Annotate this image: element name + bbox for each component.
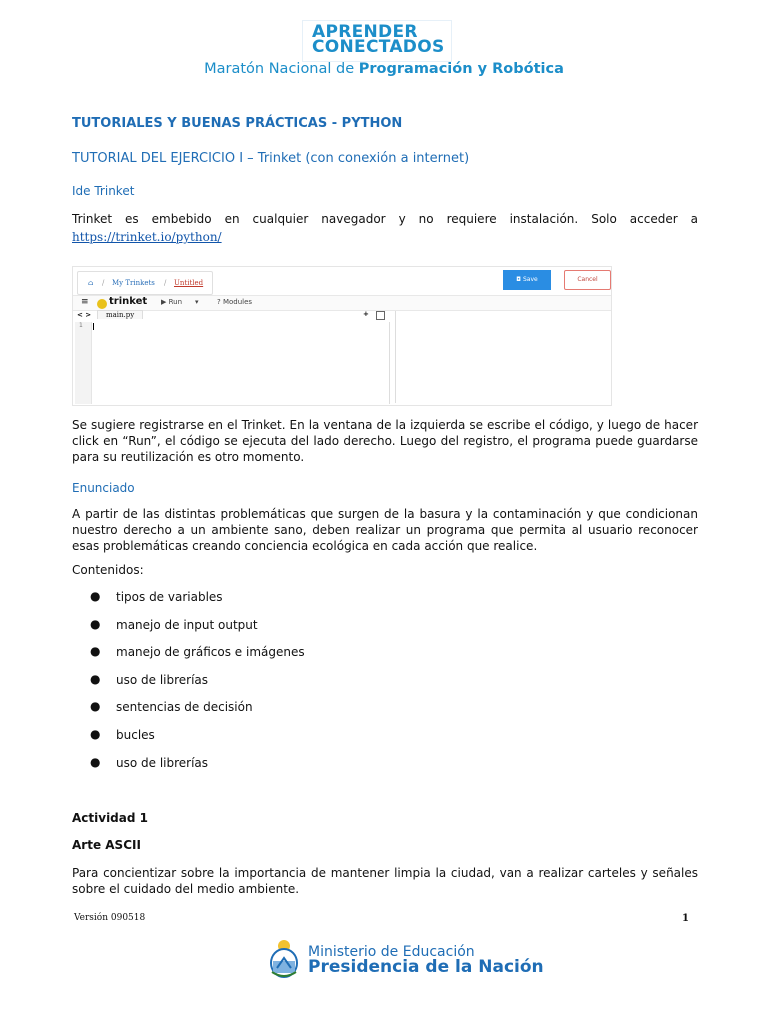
version-label: Versión 090518 — [74, 913, 146, 923]
breadcrumb-sep: / — [164, 279, 167, 287]
actividad-heading: Actividad 1 — [72, 811, 148, 825]
subtitle-bold: Programación y Robótica — [358, 61, 564, 77]
add-file-icon[interactable]: + — [363, 310, 369, 318]
actividad-text: Para concientizar sobre la importancia de mantener limpia la ciudad, van a realizar carteles y señales sobre el cuidado del medio ambiente. — [72, 866, 698, 896]
list-item — [90, 756, 305, 784]
bullet-icon: ● — [90, 671, 101, 686]
list-item — [90, 645, 305, 673]
breadcrumb-untitled[interactable]: Untitled — [174, 279, 204, 287]
run-button[interactable]: ▶ Run — [161, 298, 183, 306]
list-item-text: manejo de gráficos e imágenes — [116, 645, 305, 660]
breadcrumb-sep: / — [102, 279, 105, 287]
logo-line-2: CONECTADOS — [312, 37, 445, 57]
contenidos-list — [90, 590, 305, 783]
trinket-logo-icon — [97, 299, 107, 309]
list-item — [90, 590, 305, 618]
logo-line-1: APRENDER — [312, 22, 418, 42]
ministry-name: Ministerio de Educación — [308, 944, 475, 960]
list-item-text: sentencias de decisión — [116, 700, 253, 715]
ide-text: Trinket es embebido en cualquier navegador y no requiere instalación. Solo acceder a — [72, 212, 698, 226]
text-cursor — [93, 323, 94, 330]
list-item — [90, 700, 305, 728]
output-pane — [395, 311, 610, 403]
tutorial-title: TUTORIAL DEL EJERCICIO I – Trinket (con conexión a internet) — [72, 151, 470, 166]
modules-button[interactable]: ? Modules — [217, 298, 253, 306]
bullet-icon: ● — [90, 616, 101, 631]
list-item-text: tipos de variables — [116, 590, 223, 604]
run-dropdown-icon[interactable]: ▾ — [195, 298, 199, 306]
ide-link-wrap — [72, 226, 222, 245]
list-item-text: uso de librerías — [116, 672, 209, 687]
image-upload-icon[interactable] — [376, 311, 385, 320]
list-item-text: uso de librerías — [116, 755, 209, 770]
presidencia-name: Presidencia de la Nación — [308, 957, 544, 977]
menu-icon[interactable]: ≡ — [81, 297, 89, 307]
actividad-subheading: Arte ASCII — [72, 838, 141, 852]
home-icon[interactable]: ⌂ — [88, 279, 94, 287]
tab-main-py[interactable]: main.py — [97, 310, 143, 319]
bullet-icon: ● — [90, 726, 101, 741]
contenidos-heading: Contenidos: — [72, 563, 144, 577]
nav-arrows-icon[interactable]: < > — [77, 311, 92, 319]
argentina-seal-icon — [268, 938, 300, 978]
cancel-button[interactable]: Cancel — [564, 270, 611, 290]
header-subtitle — [0, 61, 768, 77]
bullet-icon: ● — [90, 699, 101, 714]
ide-note: Se sugiere registrarse en el Trinket. En la ventana de la izquierda se escribe el código, y luego de hacer click en “Run”, el código se ejecuta del lado derecho. Luego del registro, el programa puede guardarse para su reutilización es otro momento. — [72, 418, 698, 464]
breadcrumb — [77, 271, 213, 295]
save-button[interactable]: ◘ Save — [503, 270, 551, 290]
save-label: Save — [522, 276, 538, 283]
page-number: 1 — [682, 913, 689, 924]
line-number: 1 — [79, 322, 83, 329]
enunciado-text: A partir de las distintas problemáticas que surgen de la basura y la contaminación y que condicionan nuestro derecho a un ambiente sano, deben realizar un programa que permita al usuario reconocer esas problemáticas creando conciencia ecológica en cada acción que realice. — [72, 507, 698, 553]
file-tabs — [73, 310, 389, 322]
list-item-text: bucles — [116, 727, 155, 742]
code-editor[interactable] — [75, 322, 390, 404]
bullet-icon: ● — [90, 589, 101, 603]
subtitle-prefix: Maratón Nacional de — [204, 61, 359, 77]
list-item — [90, 618, 305, 646]
document-title: TUTORIALES Y BUENAS PRÁCTICAS - PYTHON — [72, 116, 403, 131]
trinket-screenshot — [72, 266, 612, 406]
list-item — [90, 728, 305, 756]
trinket-brand: trinket — [109, 296, 148, 307]
bullet-icon: ● — [90, 644, 101, 659]
list-item-text: manejo de input output — [116, 617, 258, 632]
line-gutter — [75, 322, 92, 404]
list-item — [90, 673, 305, 701]
bullet-icon: ● — [90, 754, 101, 769]
breadcrumb-my-trinkets[interactable]: My Trinkets — [112, 279, 155, 287]
enunciado-heading: Enunciado — [72, 481, 135, 495]
trinket-toolbar — [73, 295, 611, 311]
ide-heading: Ide Trinket — [72, 184, 135, 198]
trinket-link[interactable]: https://trinket.io/python/ — [72, 230, 222, 244]
